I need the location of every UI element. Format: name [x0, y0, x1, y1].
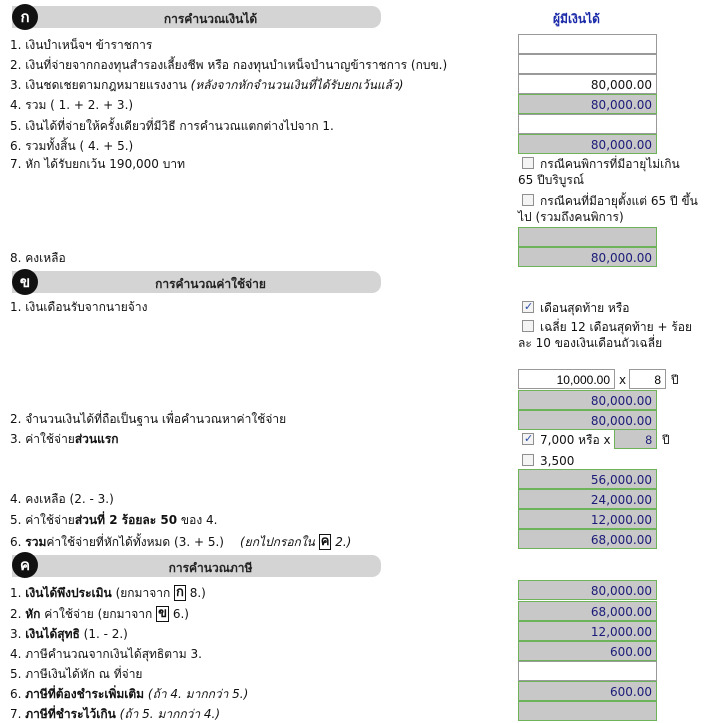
income-row-8-value — [518, 247, 657, 267]
expense-row-1-label: 1. เงินเดือนรับจากนายจ้าง — [10, 300, 148, 314]
tax-row-1-num: 1. — [10, 586, 26, 600]
section-a-title: การคำนวณเงินได้ — [163, 12, 258, 26]
expense-row-5-label — [10, 512, 217, 528]
income-row-5-input[interactable] — [518, 114, 657, 134]
tax-row-2-value — [518, 601, 657, 621]
expense-option-3500 — [522, 453, 574, 469]
expense-row-5-prefix: 5. ค่าใช้จ่าย — [10, 513, 75, 527]
tax-row-6-num: 6. — [10, 687, 26, 701]
tax-row-3-label — [10, 626, 128, 642]
expense-row-2-value — [518, 410, 657, 430]
exemption-disabled-label: กรณีคนพิการที่มีอายุไม่เกิน 65 ปีบริบูรณ์ — [518, 157, 680, 187]
column-header-taxpayer: ผู้มีเงินได้ — [553, 12, 600, 26]
income-row-6-value — [518, 134, 657, 154]
exemption-elderly-checkbox[interactable] — [522, 194, 534, 206]
tax-row-7-num: 7. — [10, 707, 26, 721]
tax-row-3-value — [518, 621, 657, 641]
expense-years-value — [614, 429, 657, 449]
expense-row-4-value — [518, 489, 657, 509]
expense-row-3-value — [518, 469, 657, 489]
tax-row-7-value — [518, 701, 657, 721]
expense-row-3-label — [10, 431, 119, 447]
years-worked-input[interactable] — [629, 369, 666, 389]
expense-row-3-prefix: 3. ค่าใช้จ่าย — [10, 432, 75, 446]
section-c-badge-icon: ค — [12, 552, 38, 578]
income-row-4-label: 4. รวม ( 1. + 2. + 3.) — [10, 98, 134, 112]
tax-row-4-value — [518, 641, 657, 661]
expense-row-6-prefix: 6. — [10, 535, 26, 549]
income-row-3-label — [10, 77, 403, 93]
salary-last-month-checkbox[interactable] — [522, 301, 534, 313]
tax-row-2-tail: 6.) — [169, 607, 189, 621]
income-row-7-label: 7. หัก ได้รับยกเว้น 190,000 บาท — [10, 157, 186, 171]
expense-row-2-label: 2. จำนวนเงินได้ที่ถือเป็นฐาน เพื่อคำนวณหาค่าใช้จ่าย — [10, 412, 287, 426]
tax-row-3-bold: เงินได้สุทธิ — [25, 627, 80, 641]
expense-row-6-suffix: ค่าใช้จ่ายที่หักได้ทั้งหมด (3. + 5.) — [46, 535, 224, 549]
tax-row-7-label — [10, 706, 220, 722]
section-b-badge-icon: ข — [12, 269, 38, 295]
tax-row-4-num: 4. — [10, 647, 26, 661]
expense-7000-label: 7,000 หรือ x — [540, 433, 611, 447]
tax-row-4-rest: ภาษีคำนวณจากเงินได้สุทธิตาม 3. — [25, 647, 202, 661]
expense-3500-checkbox[interactable] — [522, 454, 534, 466]
exemption-disabled-checkbox[interactable] — [522, 157, 534, 169]
income-row-3-input[interactable] — [518, 74, 657, 94]
tax-row-1-value — [518, 580, 657, 600]
salary-average-checkbox[interactable] — [522, 320, 534, 332]
expense-row-3-bold: ส่วนแรก — [74, 432, 119, 446]
section-c-ref-icon: ค — [320, 534, 330, 549]
expense-row-1-value — [518, 390, 657, 410]
income-row-8-label: 8. คงเหลือ — [10, 251, 66, 265]
tax-row-7-bold: ภาษีที่ชำระไว้เกิน — [25, 707, 116, 721]
expense-row-6-note-suffix: 2.) — [331, 535, 352, 549]
expense-row-5-bold: ส่วนที่ 2 ร้อยละ 50 — [74, 513, 178, 527]
expense-row-6-bold: รวม — [25, 535, 47, 549]
salary-option-last-month — [518, 300, 698, 316]
expense-row-6-note-prefix: (ยกไปกรอกใน — [240, 535, 319, 549]
tax-row-6-value — [518, 681, 657, 701]
expense-option-7000 — [522, 432, 611, 448]
section-b-title: การคำนวณค่าใช้จ่าย — [155, 277, 266, 291]
income-row-6-label: 6. รวมทั้งสิ้น ( 4. + 5.) — [10, 139, 134, 153]
exemption-elderly-label: กรณีคนที่มีอายุตั้งแต่ 65 ปี ขึ้นไป (รวมถึงคนพิการ) — [518, 194, 698, 224]
tax-row-2-num: 2. — [10, 607, 26, 621]
tax-row-2-bold: หัก — [25, 607, 41, 621]
tax-row-1-bold: เงินได้พึงประเมิน — [25, 586, 112, 600]
tax-row-7-note: (ถ้า 5. มากกว่า 4.) — [115, 707, 221, 721]
section-a-badge-icon: ก — [12, 4, 38, 30]
expense-row-6-label — [10, 534, 351, 550]
section-a-ref-icon: ก — [176, 585, 184, 600]
section-b-ref-icon: ข — [158, 606, 168, 621]
income-row-2-input[interactable] — [518, 54, 657, 74]
expense-row-6-value — [518, 529, 657, 549]
expense-row-5-suffix: ของ 4. — [177, 513, 218, 527]
income-row-1-input[interactable] — [518, 34, 657, 54]
expense-7000-checkbox[interactable] — [522, 433, 534, 445]
tax-row-3-rest: (1. - 2.) — [79, 627, 128, 641]
times-symbol: x — [619, 373, 627, 387]
salary-last-month-label: เดือนสุดท้าย หรือ — [540, 301, 630, 315]
income-row-7-value — [518, 227, 657, 247]
income-row-3-text: 3. เงินชดเชยตามกฎหมายแรงงาน — [10, 78, 191, 92]
income-row-4-value — [518, 94, 657, 114]
tax-row-6-note: (ถ้า 4. มากกว่า 5.) — [144, 687, 249, 701]
tax-row-5-label — [10, 666, 142, 682]
expense-row-4-label: 4. คงเหลือ (2. - 3.) — [10, 492, 114, 506]
tax-row-1-tail: 8.) — [185, 586, 206, 600]
tax-row-6-bold: ภาษีที่ต้องชำระเพิ่มเติม — [25, 687, 145, 701]
tax-row-2-label — [10, 606, 189, 622]
expense-row-6-note — [240, 535, 351, 549]
tax-row-4-label — [10, 646, 202, 662]
income-row-3-note: (หลังจากหักจำนวนเงินที่ได้รับยกเว้นแล้ว) — [190, 78, 404, 92]
tax-row-2-rest: ค่าใช้จ่าย (ยกมาจาก — [40, 607, 157, 621]
exemption-option-elderly — [518, 193, 698, 225]
expense-row-5-value — [518, 509, 657, 529]
expense-years-unit: ปี — [662, 433, 670, 447]
expense-3500-label: 3,500 — [540, 454, 575, 468]
tax-row-5-input[interactable] — [518, 661, 657, 681]
exemption-option-disabled — [518, 156, 698, 188]
years-unit: ปี — [671, 373, 679, 387]
tax-row-1-label — [10, 585, 206, 601]
income-row-1-label: 1. เงินบำเหน็จฯ ข้าราชการ — [10, 38, 153, 52]
tax-row-3-num: 3. — [10, 627, 26, 641]
tax-row-5-rest: ภาษีเงินได้หัก ณ ที่จ่าย — [25, 667, 143, 681]
salary-amount-input[interactable] — [518, 369, 615, 389]
section-c-title: การคำนวณภาษี — [168, 561, 253, 575]
tax-row-1-rest: (ยกมาจาก — [111, 586, 175, 600]
income-row-5-label: 5. เงินได้ที่จ่ายให้ครั้งเดียวที่มีวิธี การคำนวณแตกต่างไปจาก 1. — [10, 119, 334, 133]
tax-row-5-num: 5. — [10, 667, 26, 681]
salary-option-average — [518, 319, 703, 351]
income-row-2-label: 2. เงินที่จ่ายจากกองทุนสำรองเลี้ยงชีพ หรือ กองทุนบำเหน็จบำนาญข้าราชการ (กบข.) — [10, 58, 448, 72]
salary-average-label: เฉลี่ย 12 เดือนสุดท้าย + ร้อยละ 10 ของเงินเดือนถัวเฉลี่ย — [518, 320, 693, 350]
tax-row-6-label — [10, 686, 248, 702]
